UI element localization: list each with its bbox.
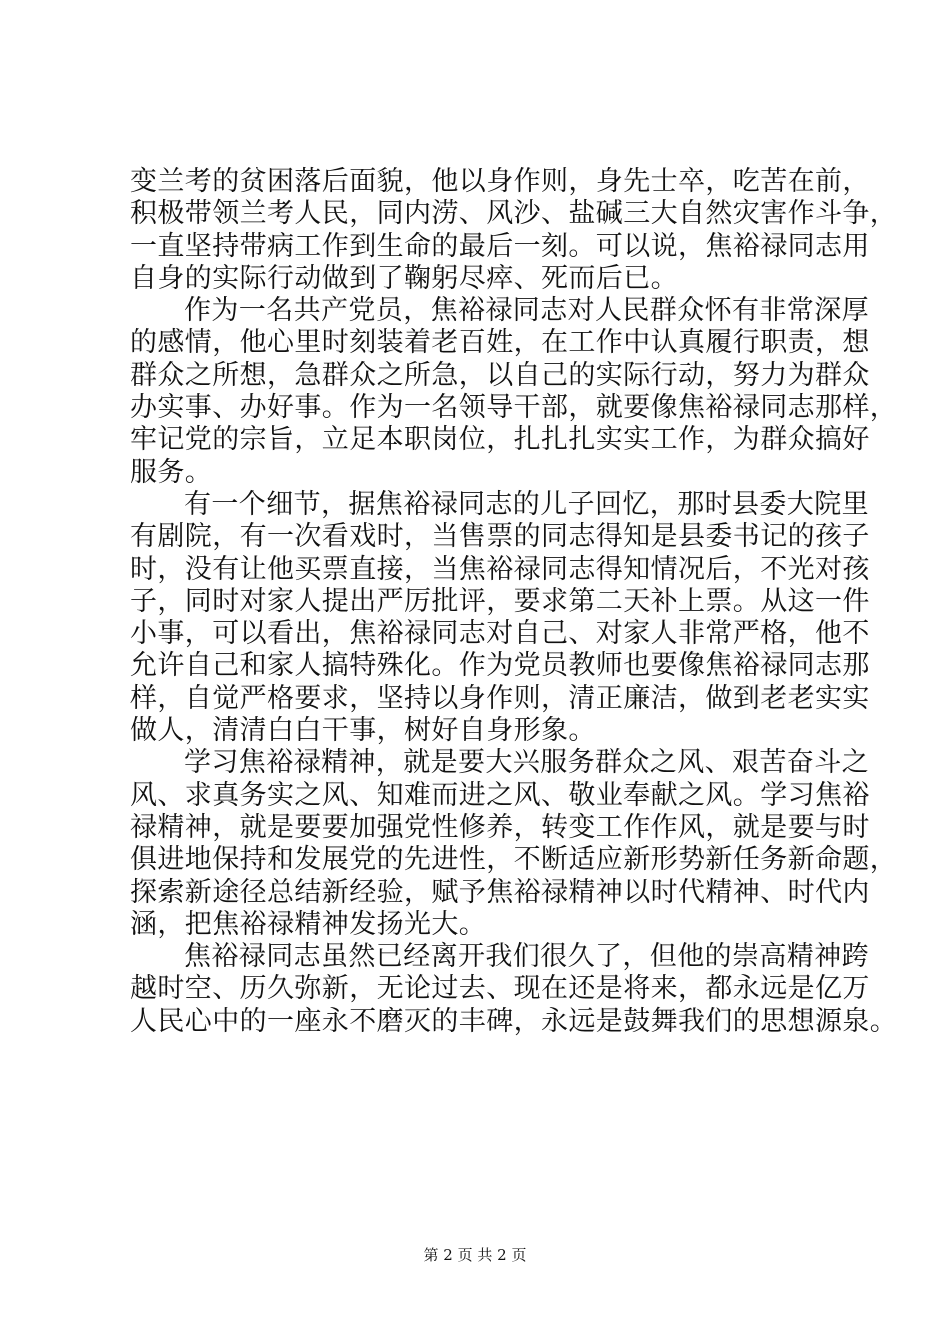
text-line: 俱进地保持和发展党的先进性，不断适应新形势新任务新命题，	[130, 844, 898, 876]
page-number-footer: 第 2 页 共 2 页	[423, 1246, 527, 1264]
text-line: 一直坚持带病工作到生命的最后一刻。可以说，焦裕禄同志用	[130, 230, 870, 262]
text-line: 牢记党的宗旨，立足本职岗位，扎扎扎实实工作，为群众搞好	[130, 424, 870, 456]
text-line: 自身的实际行动做到了鞠躬尽瘁、死而后已。	[130, 262, 678, 294]
text-line: 有剧院，有一次看戏时，当售票的同志得知是县委书记的孩子	[130, 521, 870, 553]
text-line: 的感情，他心里时刻装着老百姓，在工作中认真履行职责，想	[130, 327, 870, 359]
text-line: 允许自己和家人搞特殊化。作为党员教师也要像焦裕禄同志那	[130, 650, 870, 682]
text-line: 时，没有让他买票直接，当焦裕禄同志得知情况后，不光对孩	[130, 553, 870, 585]
text-line: 人民心中的一座永不磨灭的丰碑，永远是鼓舞我们的思想源泉。	[130, 1005, 898, 1037]
text-line: 做人，清清白白干事，树好自身形象。	[130, 715, 596, 747]
text-line: 焦裕禄同志虽然已经离开我们很久了，但他的崇高精神跨	[184, 941, 869, 973]
text-line: 风、求真务实之风、知难而进之风、敬业奉献之风。学习焦裕	[130, 779, 870, 811]
text-line: 服务。	[130, 456, 213, 488]
paragraph	[130, 941, 898, 1038]
paragraph	[130, 295, 898, 489]
paragraph	[130, 488, 870, 747]
text-line: 积极带领兰考人民，同内涝、风沙、盐碱三大自然灾害作斗争，	[130, 198, 898, 230]
paragraph	[130, 166, 898, 295]
text-line: 作为一名共产党员，焦裕禄同志对人民群众怀有非常深厚	[184, 295, 869, 327]
text-line: 禄精神，就是要要加强党性修养，转变工作作风，就是要与时	[130, 811, 870, 843]
text-line: 群众之所想，急群众之所急，以自己的实际行动，努力为群众	[130, 359, 870, 391]
document-body	[130, 166, 898, 1038]
text-line: 子，同时对家人提出严厉批评，要求第二天补上票。从这一件	[130, 585, 870, 617]
text-line: 涵，把焦裕禄精神发扬光大。	[130, 908, 487, 940]
text-line: 办实事、办好事。作为一名领导干部，就要像焦裕禄同志那样，	[130, 392, 898, 424]
paragraph	[130, 747, 898, 941]
text-line: 变兰考的贫困落后面貌，他以身作则，身先士卒，吃苦在前，	[130, 166, 870, 197]
text-line: 样，自觉严格要求，坚持以身作则，清正廉洁，做到老老实实	[130, 682, 870, 714]
text-line: 学习焦裕禄精神，就是要大兴服务群众之风、艰苦奋斗之	[184, 747, 869, 779]
text-line: 越时空、历久弥新，无论过去、现在还是将来，都永远是亿万	[130, 973, 870, 1005]
text-line: 有一个细节，据焦裕禄同志的儿子回忆，那时县委大院里	[184, 488, 869, 520]
text-line: 小事，可以看出，焦裕禄同志对自己、对家人非常严格，他不	[130, 618, 870, 650]
text-line: 探索新途径总结新经验，赋予焦裕禄精神以时代精神、时代内	[130, 876, 870, 908]
